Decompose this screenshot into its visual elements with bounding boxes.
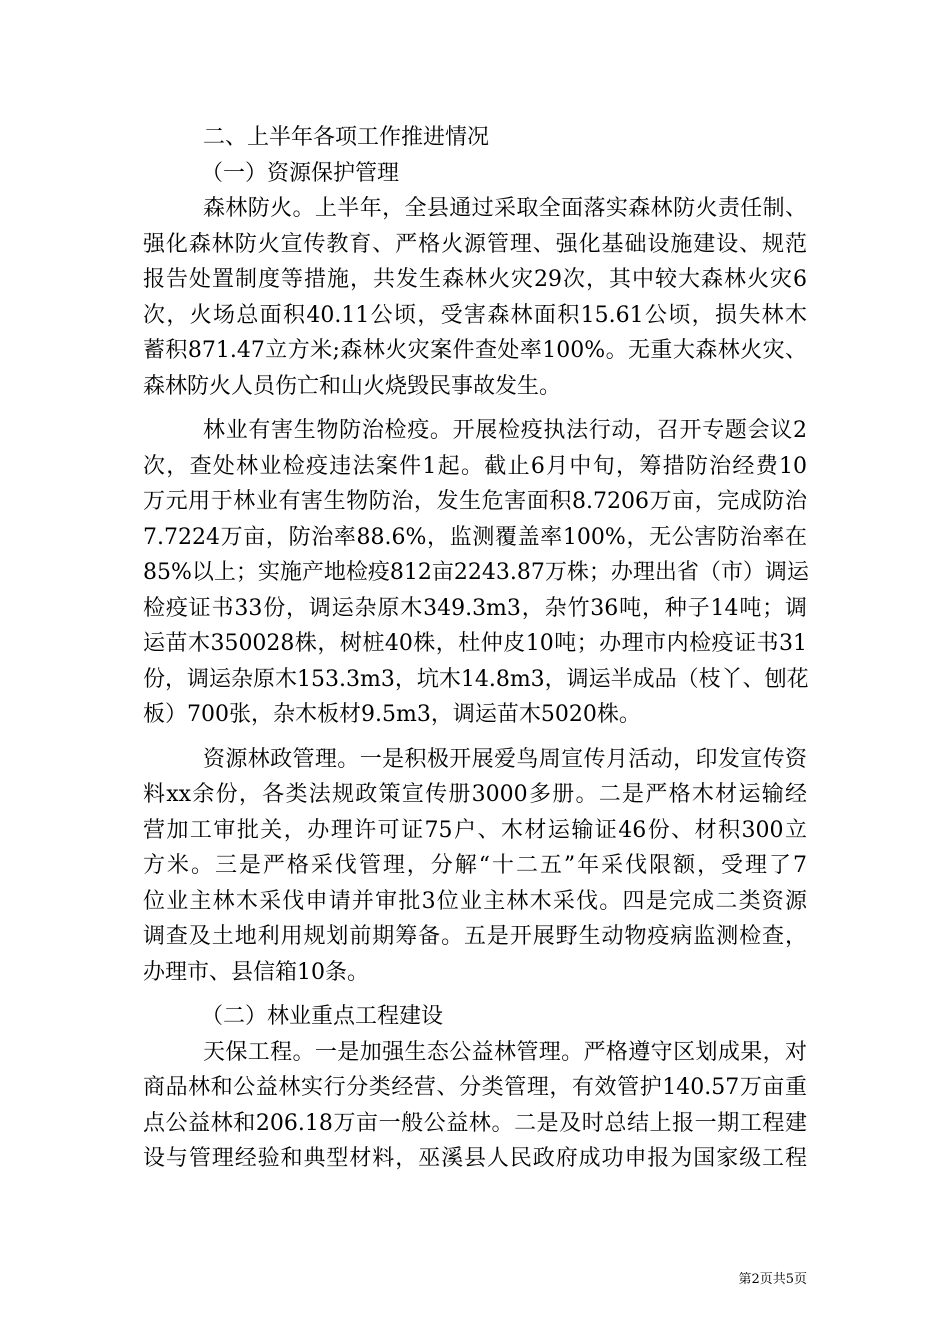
paragraph-line: 森林防火人员伤亡和山火烧毁民事故发生。: [143, 373, 562, 399]
paragraph-line: 万元用于林业有害生物防治，发生危害面积8.7206万亩，完成防治: [143, 489, 807, 514]
paragraph-line: 运苗木350028株，树桩40株，杜仲皮10吨；办理市内检疫证书31: [143, 631, 807, 656]
paragraph-line: 板）700张，杂木板材9.5m3，调运苗木5020株。: [143, 702, 641, 727]
paragraph-line: 强化森林防火宣传教育、严格火源管理、强化基础设施建设、规范: [143, 231, 807, 257]
paragraph-line: 商品林和公益林实行分类经营、分类管理，有效管护140.57万亩重: [143, 1075, 807, 1100]
paragraph-line: 点公益林和206.18万亩一般公益林。二是及时总结上报一期工程建: [143, 1110, 807, 1136]
page-number-footer: 第2页共5页: [738, 1272, 807, 1287]
paragraph-line: 7.7224万亩，防治率88.6%，监测覆盖率100%，无公害防治率在: [143, 524, 807, 550]
paragraph-line: 次，查处林业检疫违法案件1起。截止6月中旬，筹措防治经费10: [143, 453, 807, 479]
paragraph-pest-control: [143, 413, 807, 733]
paragraph-line: 蓄积871.47立方米;森林火灾案件查处率100%。无重大森林火灾、: [143, 338, 807, 363]
paragraph-tianbao-project: [143, 1035, 807, 1177]
paragraph-resource-administration: [143, 742, 807, 991]
paragraph-line: 林业有害生物防治检疫。开展检疫执法行动，召开专题会议2: [203, 418, 807, 443]
paragraph-line: 方米。三是严格采伐管理，分解“十二五”年采伐限额，受理了7: [143, 853, 807, 878]
paragraph-line: 天保工程。一是加强生态公益林管理。严格遵守区划成果，对: [203, 1039, 807, 1065]
paragraph-forest-fire: [143, 191, 807, 404]
paragraph-line: 调查及土地利用规划前期筹备。五是开展野生动物疫病监测检查，: [143, 924, 807, 949]
paragraph-line: 检疫证书33份，调运杂原木349.3m3，杂竹36吨，种子14吨；调: [143, 595, 807, 621]
paragraph-line: 85%以上；实施产地检疫812亩2243.87万株；办理出省（市）调运: [143, 560, 809, 585]
paragraph-line: 设与管理经验和典型材料，巫溪县人民政府成功申报为国家级工程: [143, 1146, 807, 1171]
paragraph-line: 份，调运杂原木153.3m3，坑木14.8m3，调运半成品（枝丫、刨花: [143, 666, 809, 692]
paragraph-line: 森林防火。上半年，全县通过采取全面落实森林防火责任制、: [203, 196, 807, 221]
paragraph-line: 营加工审批关，办理许可证75户、木材运输证46份、材积300立: [143, 817, 807, 843]
subsection-title-resource-protection: （一）资源保护管理: [201, 160, 400, 186]
section-title: 二、上半年各项工作推进情况: [203, 125, 490, 150]
paragraph-line: 位业主林木采伐申请并审批3位业主林木采伐。四是完成二类资源: [143, 888, 807, 914]
paragraph-line: 次，火场总面积40.11公顷，受害森林面积15.61公顷，损失林木: [143, 302, 807, 328]
paragraph-line: 报告处置制度等措施，共发生森林火灾29次，其中较大森林火灾6: [143, 267, 807, 292]
paragraph-line: 办理市、县信箱10条。: [143, 959, 369, 985]
paragraph-line: 料xx余份，各类法规政策宣传册3000多册。二是严格木材运输经: [143, 782, 807, 807]
subsection-title-key-projects: （二）林业重点工程建设: [201, 1004, 444, 1029]
document-body: [143, 120, 807, 1177]
paragraph-line: 资源林政管理。一是积极开展爱鸟周宣传月活动，印发宣传资: [203, 746, 807, 772]
